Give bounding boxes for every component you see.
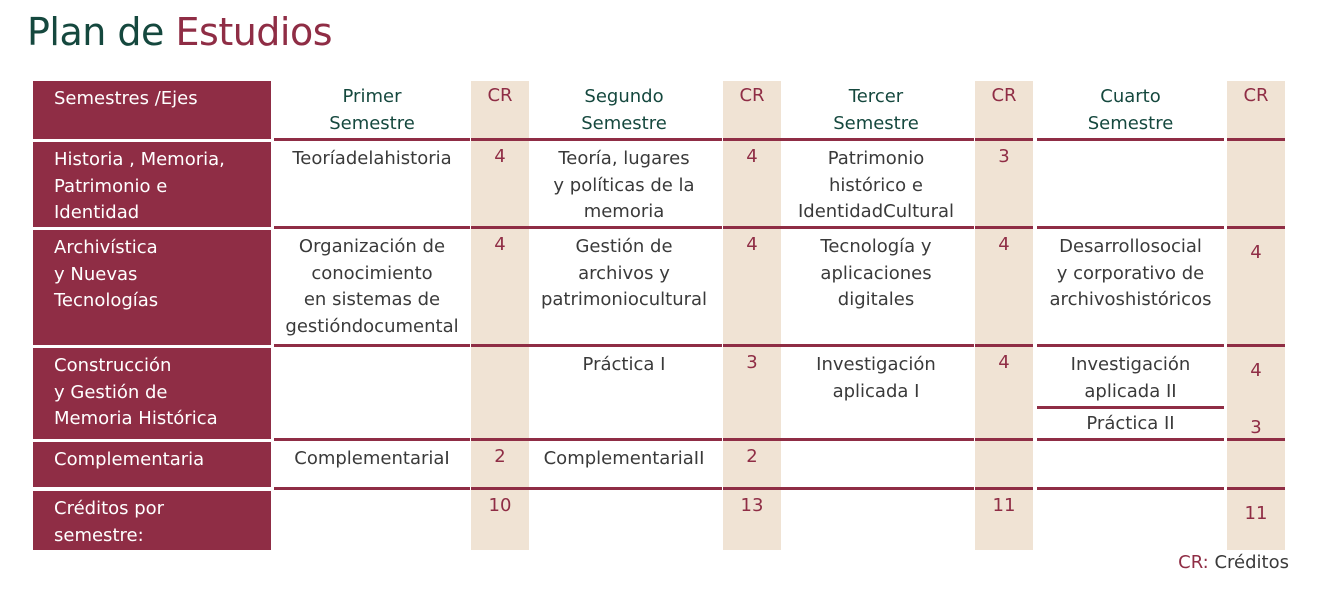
course-cell (1037, 234, 1224, 314)
course-line: archivoshistóricos (1049, 289, 1212, 310)
credit-value: 4 (1250, 242, 1262, 263)
credit-value: 4 (1250, 360, 1262, 381)
credit-value: 2 (494, 446, 506, 467)
cr-header: CR (991, 85, 1017, 106)
credit-value: 4 (998, 234, 1010, 255)
cell-divider (1037, 406, 1224, 409)
credit-value: 4 (746, 146, 758, 167)
totals-label-line: Créditos por (54, 498, 165, 519)
page-title (27, 4, 332, 60)
row-divider (1227, 487, 1285, 490)
course-line: patrimoniocultural (540, 289, 708, 310)
row-divider (723, 487, 781, 490)
total-credits: 13 (740, 495, 764, 516)
semester-header-4 (1037, 84, 1224, 137)
course-line: Gestión de (575, 236, 673, 257)
credit-value: 4 (998, 352, 1010, 373)
axis-label-1-line: Patrimonio e (54, 175, 168, 197)
course-line: memoria (583, 201, 665, 222)
totals-label-line: semestre: (54, 524, 144, 546)
axis-label-3 (33, 348, 271, 439)
row-divider (975, 226, 1033, 229)
cr-header: CR (739, 85, 765, 106)
axis-label-3-line: Memoria Histórica (54, 408, 218, 429)
course-cell (526, 234, 722, 314)
row-divider (1227, 138, 1285, 141)
course-line: Tecnología y (820, 236, 932, 257)
course-line: IdentidadCultural (797, 201, 955, 222)
row-divider (723, 138, 781, 141)
semester-header-1 (274, 84, 470, 137)
row-divider (1037, 226, 1224, 229)
course-line: ComplementariaI (294, 448, 450, 469)
row-divider (1227, 226, 1285, 229)
course-line: conocimiento (311, 262, 433, 284)
semester-header-line: Primer (342, 86, 402, 107)
course-cell (778, 352, 974, 405)
semester-header-line: Semestre (833, 112, 919, 134)
credit-value: 3 (998, 146, 1010, 167)
course-line: archivos y (578, 262, 670, 284)
row-divider (723, 344, 781, 347)
course-line: Teoría, lugares (558, 148, 690, 169)
row-divider (778, 438, 974, 441)
credit-value: 4 (746, 234, 758, 255)
course-line: aplicada II (1084, 380, 1177, 402)
row-divider (526, 226, 722, 229)
axis-label-4 (33, 442, 271, 487)
row-divider (975, 438, 1033, 441)
semester-header-line: Semestre (581, 112, 667, 134)
semester-header-line: Semestre (329, 112, 415, 134)
row-divider (723, 438, 781, 441)
course-cell (778, 234, 974, 314)
axis-label-2-line: Tecnologías (54, 290, 159, 311)
course-line: y políticas de la (553, 174, 695, 196)
row-divider (1037, 438, 1224, 441)
credit-value: 3 (1250, 417, 1262, 438)
credit-value: 2 (746, 446, 758, 467)
course-line: en sistemas de (303, 289, 441, 310)
axis-label-3-line: y Gestión de (54, 381, 168, 403)
course-line: gestióndocumental (285, 315, 459, 337)
semester-header-line: Cuarto (1100, 86, 1161, 107)
totals-label (33, 491, 271, 550)
credit-value: 4 (494, 146, 506, 167)
axis-label-1-line: Identidad (54, 202, 140, 223)
course-cell (1037, 352, 1224, 405)
row-divider (526, 487, 722, 490)
course-line: Patrimonio (827, 148, 925, 169)
course-cell (778, 146, 974, 226)
row-divider (1037, 487, 1224, 490)
title-part-1: Plan de (27, 10, 164, 54)
cr-header: CR (1243, 85, 1269, 106)
total-credits: 10 (488, 495, 512, 516)
axis-label-1-line: Historia , Memoria, (54, 149, 225, 170)
row-divider (1227, 438, 1285, 441)
course-line: aplicada I (832, 380, 920, 402)
course-line: Investigación (816, 354, 936, 375)
row-divider (471, 487, 529, 490)
course-line: Organización de (298, 236, 446, 257)
row-divider (526, 344, 722, 347)
row-divider (975, 487, 1033, 490)
semester-header-3 (778, 84, 974, 137)
row-divider (1037, 344, 1224, 347)
row-divider (274, 138, 470, 141)
corner-label-text: Semestres /Ejes (54, 88, 198, 109)
row-divider (1037, 138, 1224, 141)
axis-label-3-line: Construcción (54, 355, 172, 376)
semester-header-line: Tercer (848, 86, 904, 107)
title-part-2: Estudios (175, 10, 333, 54)
course-cell (526, 146, 722, 226)
row-divider (274, 438, 470, 441)
semester-header-line: Segundo (584, 86, 664, 107)
semester-header-2 (526, 84, 722, 137)
axis-label-4-line: Complementaria (54, 449, 205, 470)
total-credits: 11 (992, 495, 1016, 516)
row-divider (1227, 344, 1285, 347)
row-divider (471, 226, 529, 229)
cr-header: CR (487, 85, 513, 106)
course-line: Desarrollosocial (1059, 236, 1202, 257)
row-divider (526, 138, 722, 141)
total-credits: 11 (1244, 503, 1268, 524)
row-divider (274, 226, 470, 229)
row-divider (778, 138, 974, 141)
course-cell (1037, 411, 1224, 438)
course-line: histórico e (829, 174, 923, 196)
row-divider (778, 344, 974, 347)
row-divider (526, 438, 722, 441)
row-divider (274, 344, 470, 347)
row-divider (778, 226, 974, 229)
corner-label (33, 81, 271, 139)
row-divider (471, 138, 529, 141)
course-line: Investigación (1070, 354, 1191, 375)
course-line: digitales (837, 289, 915, 310)
course-line: Práctica I (582, 354, 666, 375)
course-cell (526, 352, 722, 379)
legend-key: CR: (1178, 552, 1209, 573)
axis-label-2-line: Archivística (54, 237, 158, 258)
course-line: Práctica II (1086, 413, 1175, 434)
course-line: Teoríadelahistoria (292, 148, 452, 169)
row-divider (975, 344, 1033, 347)
course-line: y corporativo de (1056, 262, 1205, 284)
axis-label-2 (33, 230, 271, 345)
course-cell (274, 234, 470, 340)
cr-column-4 (1227, 81, 1285, 550)
course-cell (526, 446, 722, 473)
axis-label-2-line: y Nuevas (54, 263, 138, 285)
axis-label-1 (33, 142, 271, 227)
credit-value: 4 (494, 234, 506, 255)
row-divider (778, 487, 974, 490)
row-divider (723, 226, 781, 229)
row-divider (274, 487, 470, 490)
course-cell (274, 446, 470, 473)
course-cell (274, 146, 470, 173)
course-line: ComplementariaII (543, 448, 705, 469)
row-divider (471, 438, 529, 441)
legend (1178, 550, 1289, 576)
semester-header-line: Semestre (1087, 112, 1174, 134)
credit-value: 3 (746, 352, 758, 373)
row-divider (471, 344, 529, 347)
course-line: aplicaciones (820, 262, 932, 284)
row-divider (975, 138, 1033, 141)
legend-value: Créditos (1214, 552, 1289, 573)
